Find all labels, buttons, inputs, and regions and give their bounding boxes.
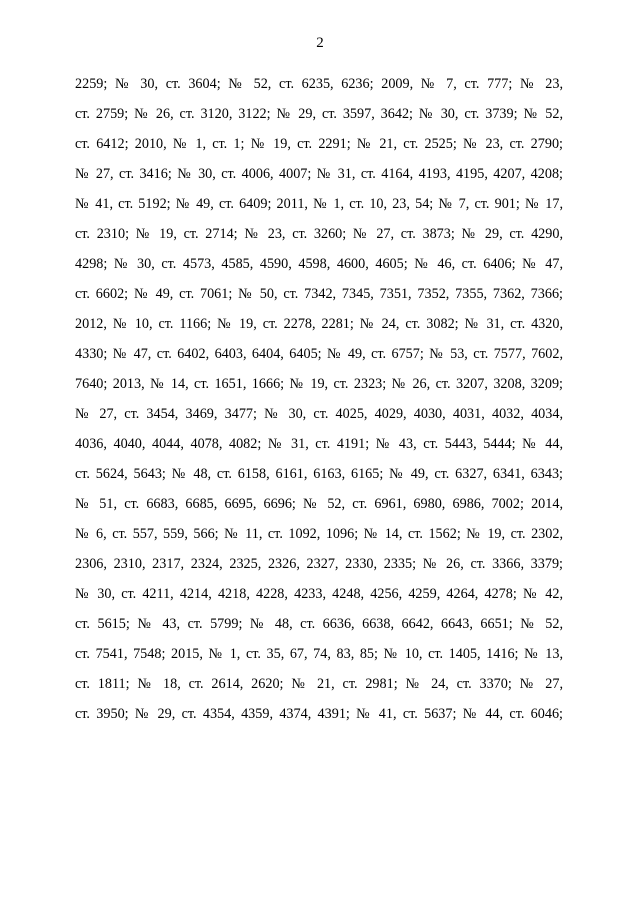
text-line: № 41, ст. 5192; № 49, ст. 6409; 2011, № 1, ст. 10, 23, 54; № 7, ст. 901; № 17, [75, 196, 563, 212]
text-line: № 27, ст. 3454, 3469, 3477; № 30, ст. 4025, 4029, 4030, 4031, 4032, 4034, [75, 406, 563, 422]
text-line: 7640; 2013, № 14, ст. 1651, 1666; № 19, ст. 2323; № 26, ст. 3207, 3208, 3209; [75, 376, 563, 392]
text-line: ст. 2759; № 26, ст. 3120, 3122; № 29, ст. 3597, 3642; № 30, ст. 3739; № 52, [75, 106, 563, 122]
text-line: ст. 2310; № 19, ст. 2714; № 23, ст. 3260; № 27, ст. 3873; № 29, ст. 4290, [75, 226, 563, 242]
text-line: 4036, 4040, 4044, 4078, 4082; № 31, ст. 4191; № 43, ст. 5443, 5444; № 44, [75, 436, 563, 452]
text-line: ст. 5624, 5643; № 48, ст. 6158, 6161, 6163, 6165; № 49, ст. 6327, 6341, 6343; [75, 466, 563, 482]
body-text [75, 69, 563, 729]
text-line: ст. 6602; № 49, ст. 7061; № 50, ст. 7342, 7345, 7351, 7352, 7355, 7362, 7366; [75, 286, 563, 302]
text-line: ст. 7541, 7548; 2015, № 1, ст. 35, 67, 74, 83, 85; № 10, ст. 1405, 1416; № 13, [75, 646, 563, 662]
text-line: № 27, ст. 3416; № 30, ст. 4006, 4007; № 31, ст. 4164, 4193, 4195, 4207, 4208; [75, 166, 563, 182]
text-line: ст. 3950; № 29, ст. 4354, 4359, 4374, 4391; № 41, ст. 5637; № 44, ст. 6046; [75, 706, 563, 722]
text-line: № 6, ст. 557, 559, 566; № 11, ст. 1092, 1096; № 14, ст. 1562; № 19, ст. 2302, [75, 526, 563, 542]
text-line: 2259; № 30, ст. 3604; № 52, ст. 6235, 6236; 2009, № 7, ст. 777; № 23, [75, 76, 563, 92]
text-line: 4330; № 47, ст. 6402, 6403, 6404, 6405; № 49, ст. 6757; № 53, ст. 7577, 7602, [75, 346, 563, 362]
text-line: 2306, 2310, 2317, 2324, 2325, 2326, 2327, 2330, 2335; № 26, ст. 3366, 3379; [75, 556, 563, 572]
text-line: № 51, ст. 6683, 6685, 6695, 6696; № 52, ст. 6961, 6980, 6986, 7002; 2014, [75, 496, 563, 512]
text-line: 2012, № 10, ст. 1166; № 19, ст. 2278, 2281; № 24, ст. 3082; № 31, ст. 4320, [75, 316, 563, 332]
text-line: 4298; № 30, ст. 4573, 4585, 4590, 4598, 4600, 4605; № 46, ст. 6406; № 47, [75, 256, 563, 272]
text-line: ст. 1811; № 18, ст. 2614, 2620; № 21, ст. 2981; № 24, ст. 3370; № 27, [75, 676, 563, 692]
text-line: ст. 6412; 2010, № 1, ст. 1; № 19, ст. 2291; № 21, ст. 2525; № 23, ст. 2790; [75, 136, 563, 152]
text-line: № 30, ст. 4211, 4214, 4218, 4228, 4233, 4248, 4256, 4259, 4264, 4278; № 42, [75, 586, 563, 602]
text-line: ст. 5615; № 43, ст. 5799; № 48, ст. 6636, 6638, 6642, 6643, 6651; № 52, [75, 616, 563, 632]
page-number: 2 [316, 35, 324, 51]
